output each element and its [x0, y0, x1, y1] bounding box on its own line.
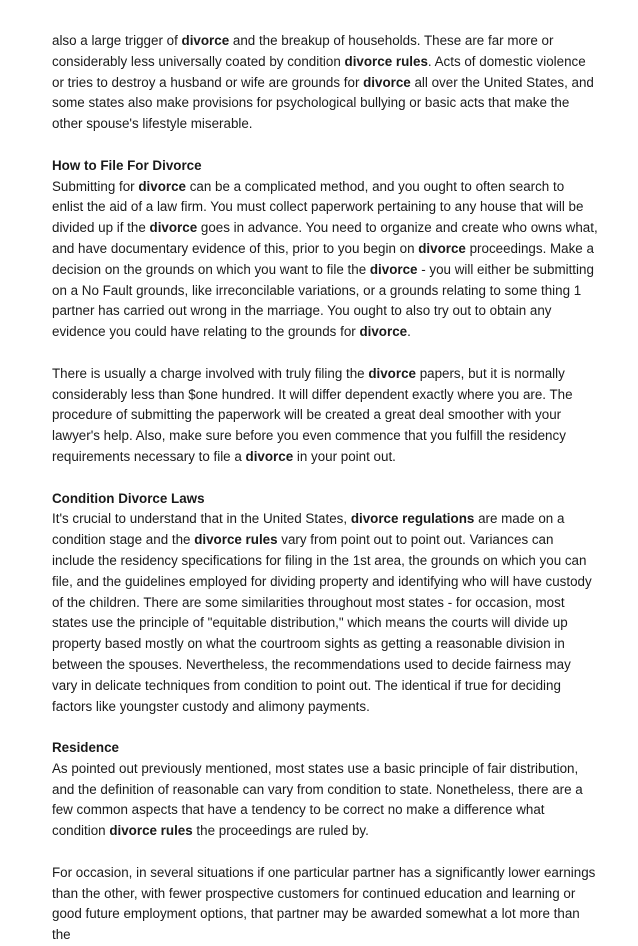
paragraph-gap [52, 343, 598, 364]
text-run: . [407, 324, 411, 340]
text-run: and the breakup of households. These are far more or considerably less universally coated by condition [52, 33, 554, 69]
paragraph-gap [52, 135, 598, 156]
bold-keyword: divorce rules [344, 53, 428, 69]
text-run: all over the United States, and some states also make provisions for psychological bullying or basic acts that make the other spouse's lifestyle miserable. [52, 74, 594, 132]
section-how-to-file [52, 156, 598, 343]
bold-keyword: divorce [181, 33, 230, 48]
paragraph-gap [52, 842, 598, 863]
text-run: Submitting for [52, 178, 139, 194]
paragraph [52, 31, 598, 135]
paragraph-gap [52, 717, 598, 738]
bold-keyword: divorce [359, 324, 408, 340]
bold-keyword: divorce [369, 261, 418, 277]
text-run: - you will either be submitting on a No Fault grounds, like irreconcilable variations, or a grounds relating to some thing 1 partner has carried out wrong in the marriage. You ought to also try out to obtain any evidence you could have relating to the grounds for [52, 261, 594, 340]
text-run: in your point out. [293, 448, 396, 464]
text-run: There is usually a charge involved with truly filing the [52, 365, 369, 381]
paragraph [52, 863, 598, 946]
text-run: It's crucial to understand that in the United States, [52, 511, 351, 527]
text-run: are made on a condition stage and the [52, 511, 565, 548]
text-run: As pointed out previously mentioned, most states use a basic principle of fair distribution, and the definition of reasonable can vary from condition to state. Nonetheless, there are a few common aspects that have a tendency to be correct no make a difference what condition [52, 760, 583, 839]
bold-keyword: divorce [418, 240, 466, 256]
bold-keyword: divorce [368, 365, 416, 381]
section-heading: Residence [52, 740, 119, 756]
bold-keyword: divorce regulations [350, 511, 475, 527]
bold-keyword: divorce rules [194, 532, 278, 548]
paragraph [52, 364, 598, 468]
text-run: proceedings. Make a decision on the grounds on which you want to file the [52, 240, 594, 277]
text-run: papers, but it is normally considerably less than $one hundred. It will differ dependent exactly where you are. The procedure of submitting the paperwork will be created a great deal smoother with your lawyer's help. Also, make sure before you even commence that you fulfill the residency requirements necessary to file a [52, 365, 573, 464]
text-run: can be a complicated method, and you ought to often search to enlist the aid of a law firm. You must collect paperwork pertaining to any house that will be divided up if the [52, 178, 584, 236]
paragraph [52, 177, 598, 343]
section-condition-laws [52, 489, 598, 718]
bold-keyword: divorce [363, 74, 411, 90]
text-run: For occasion, in several situations if one particular partner has a significantly lower earnings than the other, with fewer prospective customers for continued education and learning or good future employment options, that partner may be awarded somewhat a lot more than the [52, 864, 596, 943]
bold-keyword: divorce [149, 220, 198, 236]
text-run: the proceedings are ruled by. [192, 823, 369, 839]
section-heading: Condition Divorce Laws [52, 490, 205, 506]
bold-keyword: divorce [138, 178, 186, 194]
section-heading: How to File For Divorce [52, 157, 202, 173]
text-run: . Acts of domestic violence or tries to destroy a husband or wife are grounds for [52, 53, 586, 90]
paragraph [52, 759, 598, 842]
section-filing-charge [52, 364, 598, 468]
text-run: goes in advance. You need to organize and create who owns what, and have documentary evidence of this, prior to you begin on [52, 220, 598, 256]
section-earnings [52, 863, 598, 946]
bold-keyword: divorce rules [109, 823, 193, 839]
bold-keyword: divorce [245, 448, 294, 464]
section-intro-continued [52, 31, 598, 135]
text-run: vary from point out to point out. Variances can include the residency specifications for filing in the 1st area, the grounds on which you can file, and the guidelines employed for dividing property and identifying who will have custody of the children. There are some similarities throughout most states - for occasion, most states use the principle of "equitable distribution," which means the courts will divide up property based mostly on what the courtroom sights as getting a reasonable division in between the spouses. Nevertheless, the recommendations used to decide fairness may vary in delicate techniques from condition to point out. The identical if true for deciding factors like youngster custody and alimony payments. [52, 532, 592, 714]
text-run: also a large trigger of [52, 33, 182, 48]
paragraph-gap [52, 468, 598, 489]
section-residence [52, 738, 598, 842]
paragraph [52, 509, 598, 717]
